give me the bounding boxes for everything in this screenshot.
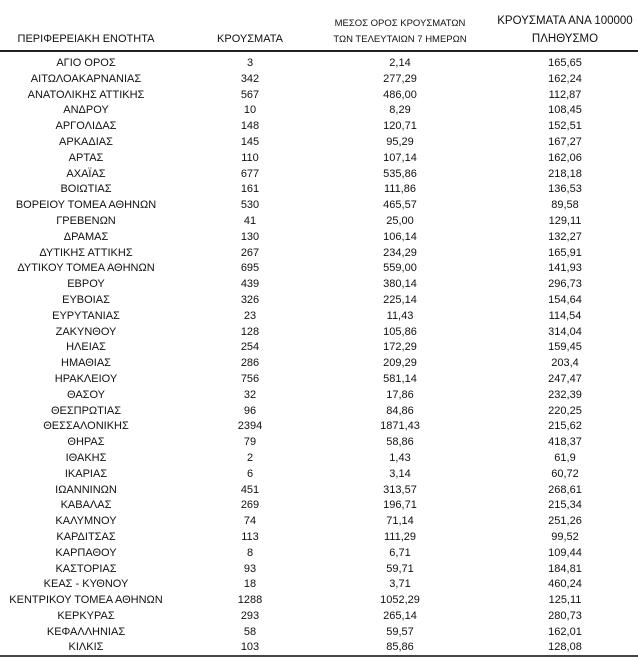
cases-cell: 342 — [240, 72, 260, 85]
avg-cell: 581,14 — [383, 372, 417, 385]
per100k-cell: 165,65 — [548, 57, 582, 69]
table-row — [0, 182, 638, 198]
table-row — [0, 214, 638, 230]
table-row — [0, 593, 638, 609]
cases-cell: 3 — [246, 57, 254, 69]
avg-cell: 225,14 — [383, 293, 417, 306]
cases-cell: 161 — [240, 183, 260, 196]
per100k-cell: 128,08 — [548, 641, 582, 654]
cases-cell: 2394 — [237, 420, 263, 433]
cases-cell: 451 — [240, 483, 260, 496]
table-row — [0, 640, 638, 656]
per100k-cell: 89,58 — [551, 199, 579, 212]
header-avg-line1: ΜΕΣΟΣ ΟΡΟΣ ΚΡΟΥΣΜΑΤΩΝ — [334, 18, 466, 29]
avg-cell: 71,14 — [386, 515, 414, 528]
table-row — [0, 246, 638, 262]
avg-cell: 277,29 — [383, 72, 417, 85]
avg-cell: 11,43 — [386, 309, 414, 322]
region-cell: ΑΡΓΟΛΙΔΑΣ — [55, 120, 117, 133]
table-row — [0, 230, 638, 246]
region-cell: ΑΓΙΟ ΟΡΟΣ — [56, 57, 116, 69]
per100k-cell: 184,81 — [548, 562, 582, 575]
avg-cell: 209,29 — [383, 357, 417, 370]
header-per100k-line1: ΚΡΟΥΣΜΑΤΑ ΑΝΑ 100000 — [497, 15, 633, 27]
per100k-cell: 162,01 — [548, 625, 582, 638]
avg-cell: 59,57 — [386, 625, 414, 638]
per100k-cell: 154,64 — [548, 293, 582, 306]
region-cell: ΔΡΑΜΑΣ — [63, 230, 109, 243]
cases-cell: 96 — [243, 404, 257, 417]
header-region: ΠΕΡΙΦΕΡΕΙΑΚΗ ΕΝΟΤΗΤΑ — [17, 33, 155, 45]
table-row — [0, 135, 638, 151]
avg-cell: 17,86 — [386, 388, 414, 401]
region-cell: ΚΑΛΥΜΝΟΥ — [55, 515, 117, 528]
region-cell: ΚΑΒΑΛΑΣ — [60, 499, 112, 512]
table-row — [0, 56, 638, 72]
table-row — [0, 419, 638, 435]
avg-cell: 1,43 — [389, 451, 411, 464]
region-cell: ΚΙΛΚΙΣ — [68, 641, 104, 654]
avg-cell: 2,14 — [389, 57, 411, 69]
avg-cell: 535,86 — [383, 167, 417, 180]
table-row — [0, 467, 638, 483]
table-row — [0, 198, 638, 214]
cases-cell: 293 — [240, 609, 260, 622]
region-cell: ΚΕΝΤΡΙΚΟΥ ΤΟΜΕΑ ΑΘΗΝΩΝ — [9, 594, 163, 607]
region-cell: ΑΝΑΤΟΛΙΚΗΣ ΑΤΤΙΚΗΣ — [27, 88, 145, 101]
per100k-cell: 220,25 — [548, 404, 582, 417]
region-cell: ΘΑΣΟΥ — [66, 388, 106, 401]
per100k-cell: 159,45 — [548, 341, 582, 354]
per100k-cell: 162,24 — [548, 72, 582, 85]
cases-cell: 269 — [240, 499, 260, 512]
avg-cell: 107,14 — [383, 151, 417, 164]
avg-cell: 486,00 — [383, 88, 417, 101]
region-cell: ΚΕΦΑΛΛΗΝΙΑΣ — [46, 625, 126, 638]
avg-cell: 106,14 — [383, 230, 417, 243]
cases-cell: 286 — [240, 357, 260, 370]
avg-cell: 313,57 — [383, 483, 417, 496]
per100k-cell: 460,24 — [548, 578, 582, 591]
table-row — [0, 72, 638, 88]
region-cell: ΒΟΡΕΙΟΥ ΤΟΜΕΑ ΑΘΗΝΩΝ — [15, 199, 157, 212]
per100k-cell: 165,91 — [548, 246, 582, 259]
region-cell: ΑΙΤΩΛΟΑΚΑΡΝΑΝΙΑΣ — [30, 72, 142, 85]
table-row — [0, 119, 638, 135]
avg-cell: 172,29 — [383, 341, 417, 354]
per100k-cell: 162,06 — [548, 151, 582, 164]
avg-cell: 84,86 — [386, 404, 414, 417]
cases-cell: 756 — [240, 372, 260, 385]
region-cell: ΗΜΑΘΙΑΣ — [61, 357, 111, 370]
cases-cell: 103 — [240, 641, 260, 654]
table-row — [0, 404, 638, 420]
region-cell: ΔΥΤΙΚΟΥ ΤΟΜΕΑ ΑΘΗΝΩΝ — [17, 262, 155, 275]
cases-cell: 93 — [243, 562, 257, 575]
per100k-cell: 60,72 — [551, 467, 579, 480]
region-cell: ΚΑΡΠΑΘΟΥ — [55, 546, 117, 559]
region-cell: ΘΕΣΠΡΩΤΙΑΣ — [50, 404, 122, 417]
table-row — [0, 609, 638, 625]
region-cell: ΕΒΡΟΥ — [67, 278, 105, 291]
cases-cell: 145 — [240, 135, 260, 148]
avg-cell: 1052,29 — [380, 594, 420, 607]
per100k-cell: 125,11 — [548, 594, 582, 607]
per100k-cell: 203,4 — [551, 357, 579, 370]
per100k-cell: 215,62 — [548, 420, 582, 433]
cases-cell: 79 — [243, 436, 257, 449]
avg-cell: 196,71 — [383, 499, 417, 512]
per100k-cell: 141,93 — [548, 262, 582, 275]
table-row — [0, 103, 638, 119]
region-cell: ΖΑΚΥΝΘΟΥ — [55, 325, 117, 338]
per100k-cell: 314,04 — [548, 325, 582, 338]
header-per-100k — [480, 12, 638, 48]
cases-cell: 326 — [240, 293, 260, 306]
cases-cell: 113 — [241, 530, 259, 543]
per100k-cell: 215,34 — [548, 499, 582, 512]
region-cell: ΚΑΣΤΟΡΙΑΣ — [55, 562, 117, 575]
table-row — [0, 546, 638, 562]
per100k-cell: 61,9 — [554, 451, 576, 464]
per100k-cell: 247,47 — [548, 372, 582, 385]
table-row — [0, 277, 638, 293]
per100k-cell: 251,26 — [548, 515, 582, 528]
cases-cell: 58 — [243, 625, 257, 638]
table-row — [0, 309, 638, 325]
avg-cell: 111,86 — [383, 183, 416, 196]
table-row — [0, 530, 638, 546]
table-row — [0, 88, 638, 104]
cases-cell: 6 — [246, 467, 254, 480]
region-cell: ΑΡΚΑΔΙΑΣ — [59, 135, 113, 148]
avg-cell: 465,57 — [383, 199, 417, 212]
cases-cell: 32 — [243, 388, 257, 401]
per100k-cell: 218,18 — [548, 167, 582, 180]
avg-cell: 59,71 — [386, 562, 414, 575]
region-cell: ΚΕΑΣ - ΚΥΘΝΟΥ — [43, 578, 129, 591]
region-cell: ΙΚΑΡΙΑΣ — [64, 467, 108, 480]
cases-cell: 23 — [243, 309, 257, 322]
avg-cell: 6,71 — [389, 546, 411, 559]
cases-cell: 695 — [240, 262, 260, 275]
cases-cell: 8 — [246, 546, 254, 559]
cases-cell: 267 — [240, 246, 260, 259]
avg-cell: 25,00 — [386, 214, 414, 227]
table-row — [0, 325, 638, 341]
region-cell: ΗΛΕΙΑΣ — [66, 341, 106, 354]
region-cell: ΕΥΒΟΙΑΣ — [62, 293, 110, 306]
per100k-cell: 132,27 — [548, 230, 582, 243]
cases-cell: 530 — [240, 199, 260, 212]
cases-cell: 254 — [240, 341, 260, 354]
avg-cell: 95,29 — [386, 135, 414, 148]
header-avg-7-days — [325, 16, 475, 48]
cases-cell: 439 — [240, 278, 260, 291]
avg-cell: 3,14 — [389, 467, 411, 480]
table-row — [0, 388, 638, 404]
avg-cell: 1871,43 — [380, 420, 420, 433]
per100k-cell: 280,73 — [548, 609, 582, 622]
region-cell: ΒΟΙΩΤΙΑΣ — [60, 183, 112, 196]
avg-cell: 3,71 — [389, 578, 411, 591]
avg-cell: 120,71 — [383, 120, 417, 133]
avg-cell: 105,86 — [383, 325, 417, 338]
table-row — [0, 451, 638, 467]
region-cell: ΘΕΣΣΑΛΟΝΙΚΗΣ — [43, 420, 129, 433]
cases-cell: 148 — [240, 120, 260, 133]
per100k-cell: 99,52 — [551, 530, 579, 543]
region-cell: ΑΧΑΪΑΣ — [66, 167, 106, 180]
table-row — [0, 514, 638, 530]
avg-cell: 559,00 — [383, 262, 417, 275]
table-body — [0, 56, 638, 656]
avg-cell: 380,14 — [383, 278, 417, 291]
per100k-cell: 136,53 — [548, 183, 582, 196]
region-cell: ΓΡΕΒΕΝΩΝ — [56, 214, 116, 227]
avg-cell: 111,29 — [383, 530, 416, 543]
per100k-cell: 109,44 — [548, 546, 582, 559]
table-row — [0, 340, 638, 356]
table-row — [0, 261, 638, 277]
region-cell: ΚΑΡΔΙΤΣΑΣ — [56, 530, 116, 543]
header-divider — [0, 50, 638, 52]
cases-cell: 41 — [243, 214, 257, 227]
per100k-cell: 114,54 — [548, 309, 582, 322]
avg-cell: 265,14 — [383, 609, 417, 622]
cases-cell: 18 — [243, 578, 257, 591]
per100k-cell: 112,87 — [548, 88, 582, 101]
per100k-cell: 108,45 — [548, 104, 582, 117]
cases-cell: 130 — [240, 230, 260, 243]
table-row — [0, 498, 638, 514]
region-cell: ΔΥΤΙΚΗΣ ΑΤΤΙΚΗΣ — [39, 246, 133, 259]
header-cases: ΚΡΟΥΣΜΑΤΑ — [217, 33, 283, 45]
per100k-cell: 129,11 — [548, 214, 582, 227]
cases-cell: 1288 — [237, 594, 263, 607]
table-row — [0, 435, 638, 451]
per100k-cell: 296,73 — [548, 278, 582, 291]
avg-cell: 85,86 — [386, 641, 414, 654]
region-cell: ΑΡΤΑΣ — [68, 151, 104, 164]
header-avg-line2: ΤΩΝ ΤΕΛΕΥΤΑΙΩΝ 7 ΗΜΕΡΩΝ — [333, 34, 467, 45]
table-row — [0, 577, 638, 593]
region-cell: ΑΝΔΡΟΥ — [63, 104, 109, 117]
cases-cell: 10 — [243, 104, 257, 117]
table-row — [0, 151, 638, 167]
region-cell: ΙΩΑΝΝΙΝΩΝ — [55, 483, 117, 496]
table-row — [0, 372, 638, 388]
header-per100k-line2: ΠΛΗΘΥΣΜΟ — [531, 33, 599, 45]
table-row — [0, 562, 638, 578]
cases-cell: 567 — [240, 88, 260, 101]
per100k-cell: 232,39 — [548, 388, 582, 401]
per100k-cell: 167,27 — [548, 135, 582, 148]
cases-cell: 2 — [246, 451, 254, 464]
bottom-divider — [0, 655, 638, 657]
per100k-cell: 268,61 — [548, 483, 582, 496]
table-row — [0, 356, 638, 372]
region-cell: ΗΡΑΚΛΕΙΟΥ — [54, 372, 118, 385]
region-cell: ΘΗΡΑΣ — [67, 436, 105, 449]
per100k-cell: 152,51 — [548, 120, 582, 133]
avg-cell: 8,29 — [389, 104, 411, 117]
table-row — [0, 293, 638, 309]
table-row — [0, 625, 638, 641]
cases-cell: 677 — [240, 167, 260, 180]
cases-cell: 74 — [243, 515, 257, 528]
table-row — [0, 483, 638, 499]
cases-cell: 128 — [240, 325, 260, 338]
region-cell: ΚΕΡΚΥΡΑΣ — [57, 609, 115, 622]
table-row — [0, 167, 638, 183]
per100k-cell: 418,37 — [548, 436, 582, 449]
avg-cell: 234,29 — [383, 246, 417, 259]
avg-cell: 58,86 — [386, 436, 414, 449]
cases-cell: 110 — [241, 151, 259, 164]
region-cell: ΕΥΡΥΤΑΝΙΑΣ — [52, 309, 120, 322]
region-cell: ΙΘΑΚΗΣ — [65, 451, 107, 464]
